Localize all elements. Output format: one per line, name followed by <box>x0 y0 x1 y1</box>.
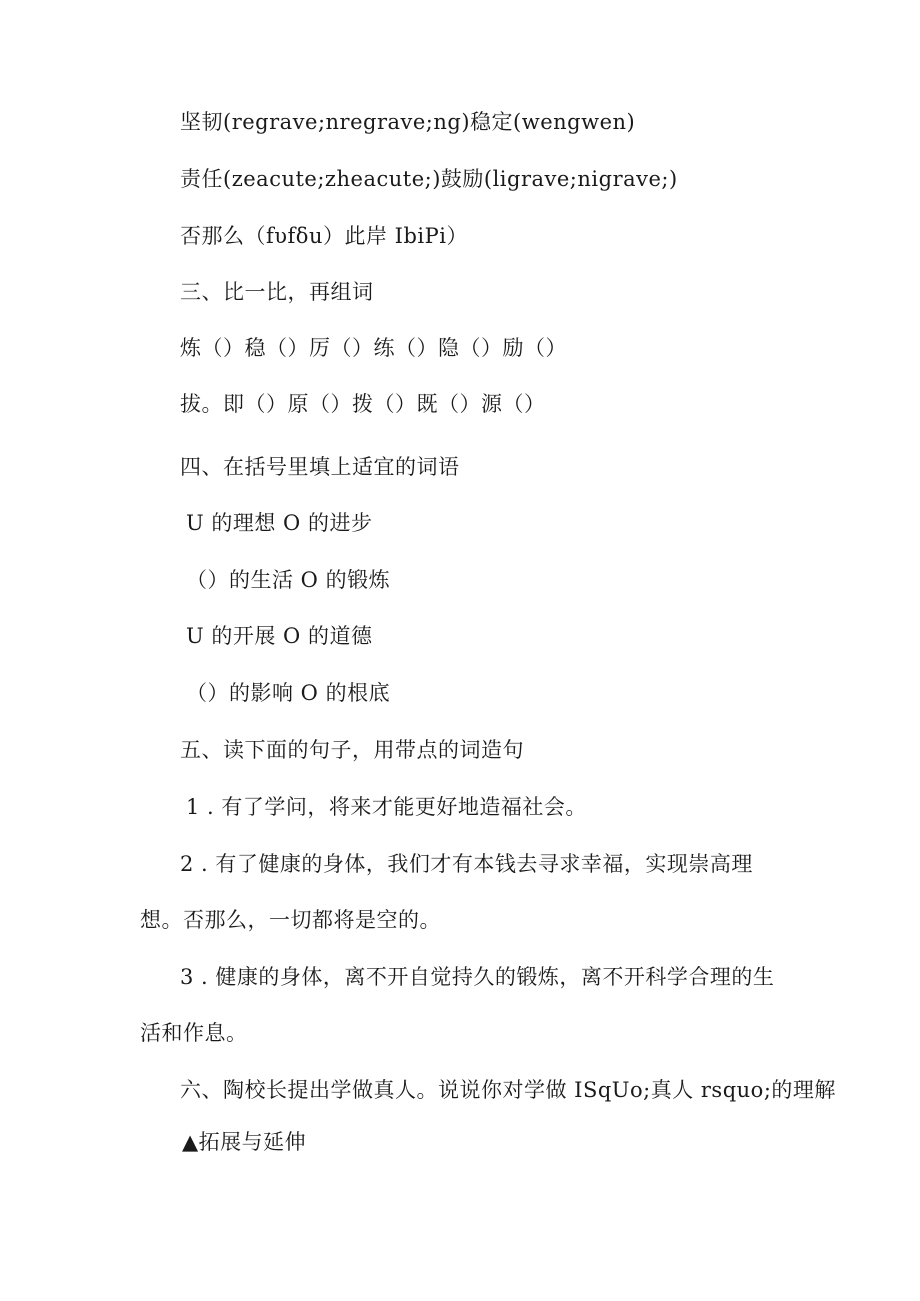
section-3-heading: 三、比一比，再组词 <box>180 280 374 304</box>
sentence-3-continued: 活和作息。 <box>140 1021 248 1045</box>
section-5-heading: 五、读下面的句子，用带点的词造句 <box>180 738 524 762</box>
fill-in-row-2: （）的生活 O 的锻炼 <box>186 568 391 592</box>
fill-in-row-4: （）的影响 O 的根底 <box>186 681 391 705</box>
section-6-heading: 六、陶校长提出学做真人。说说你对学做 ISqUo;真人 rsquo;的理解 <box>180 1078 836 1102</box>
pinyin-line-1: 坚韧(regrave;nregrave;ng)稳定(wengwen) <box>180 110 636 134</box>
sentence-1: 1 . 有了学问，将来才能更好地造福社会。 <box>186 795 587 819</box>
compare-row-1: 炼（）稳（）厉（）练（）隐（）励（） <box>180 336 567 360</box>
pinyin-line-3: 否那么（fυfδu）此岸 IbiPi） <box>180 224 468 248</box>
sentence-2: 2 . 有了健康的身体，我们才有本钱去寻求幸福，实现崇高理 <box>180 852 753 876</box>
section-4-heading: 四、在括号里填上适宜的词语 <box>180 455 460 479</box>
fill-in-row-1: U 的理想 O 的进步 <box>186 511 373 535</box>
pinyin-line-2: 责任(zeacute;zheacute;)鼓励(ligrave;nigrave;) <box>180 167 678 191</box>
extension-heading: ▲拓展与延伸 <box>182 1130 307 1154</box>
fill-in-row-3: U 的开展 O 的道德 <box>186 624 373 648</box>
compare-row-2: 拔。即（）原（）拨（）既（）源（） <box>180 392 546 416</box>
sentence-3: 3 . 健康的身体，离不开自觉持久的锻炼，离不开科学合理的生 <box>180 965 775 989</box>
sentence-2-continued: 想。否那么，一切都将是空的。 <box>140 908 441 932</box>
